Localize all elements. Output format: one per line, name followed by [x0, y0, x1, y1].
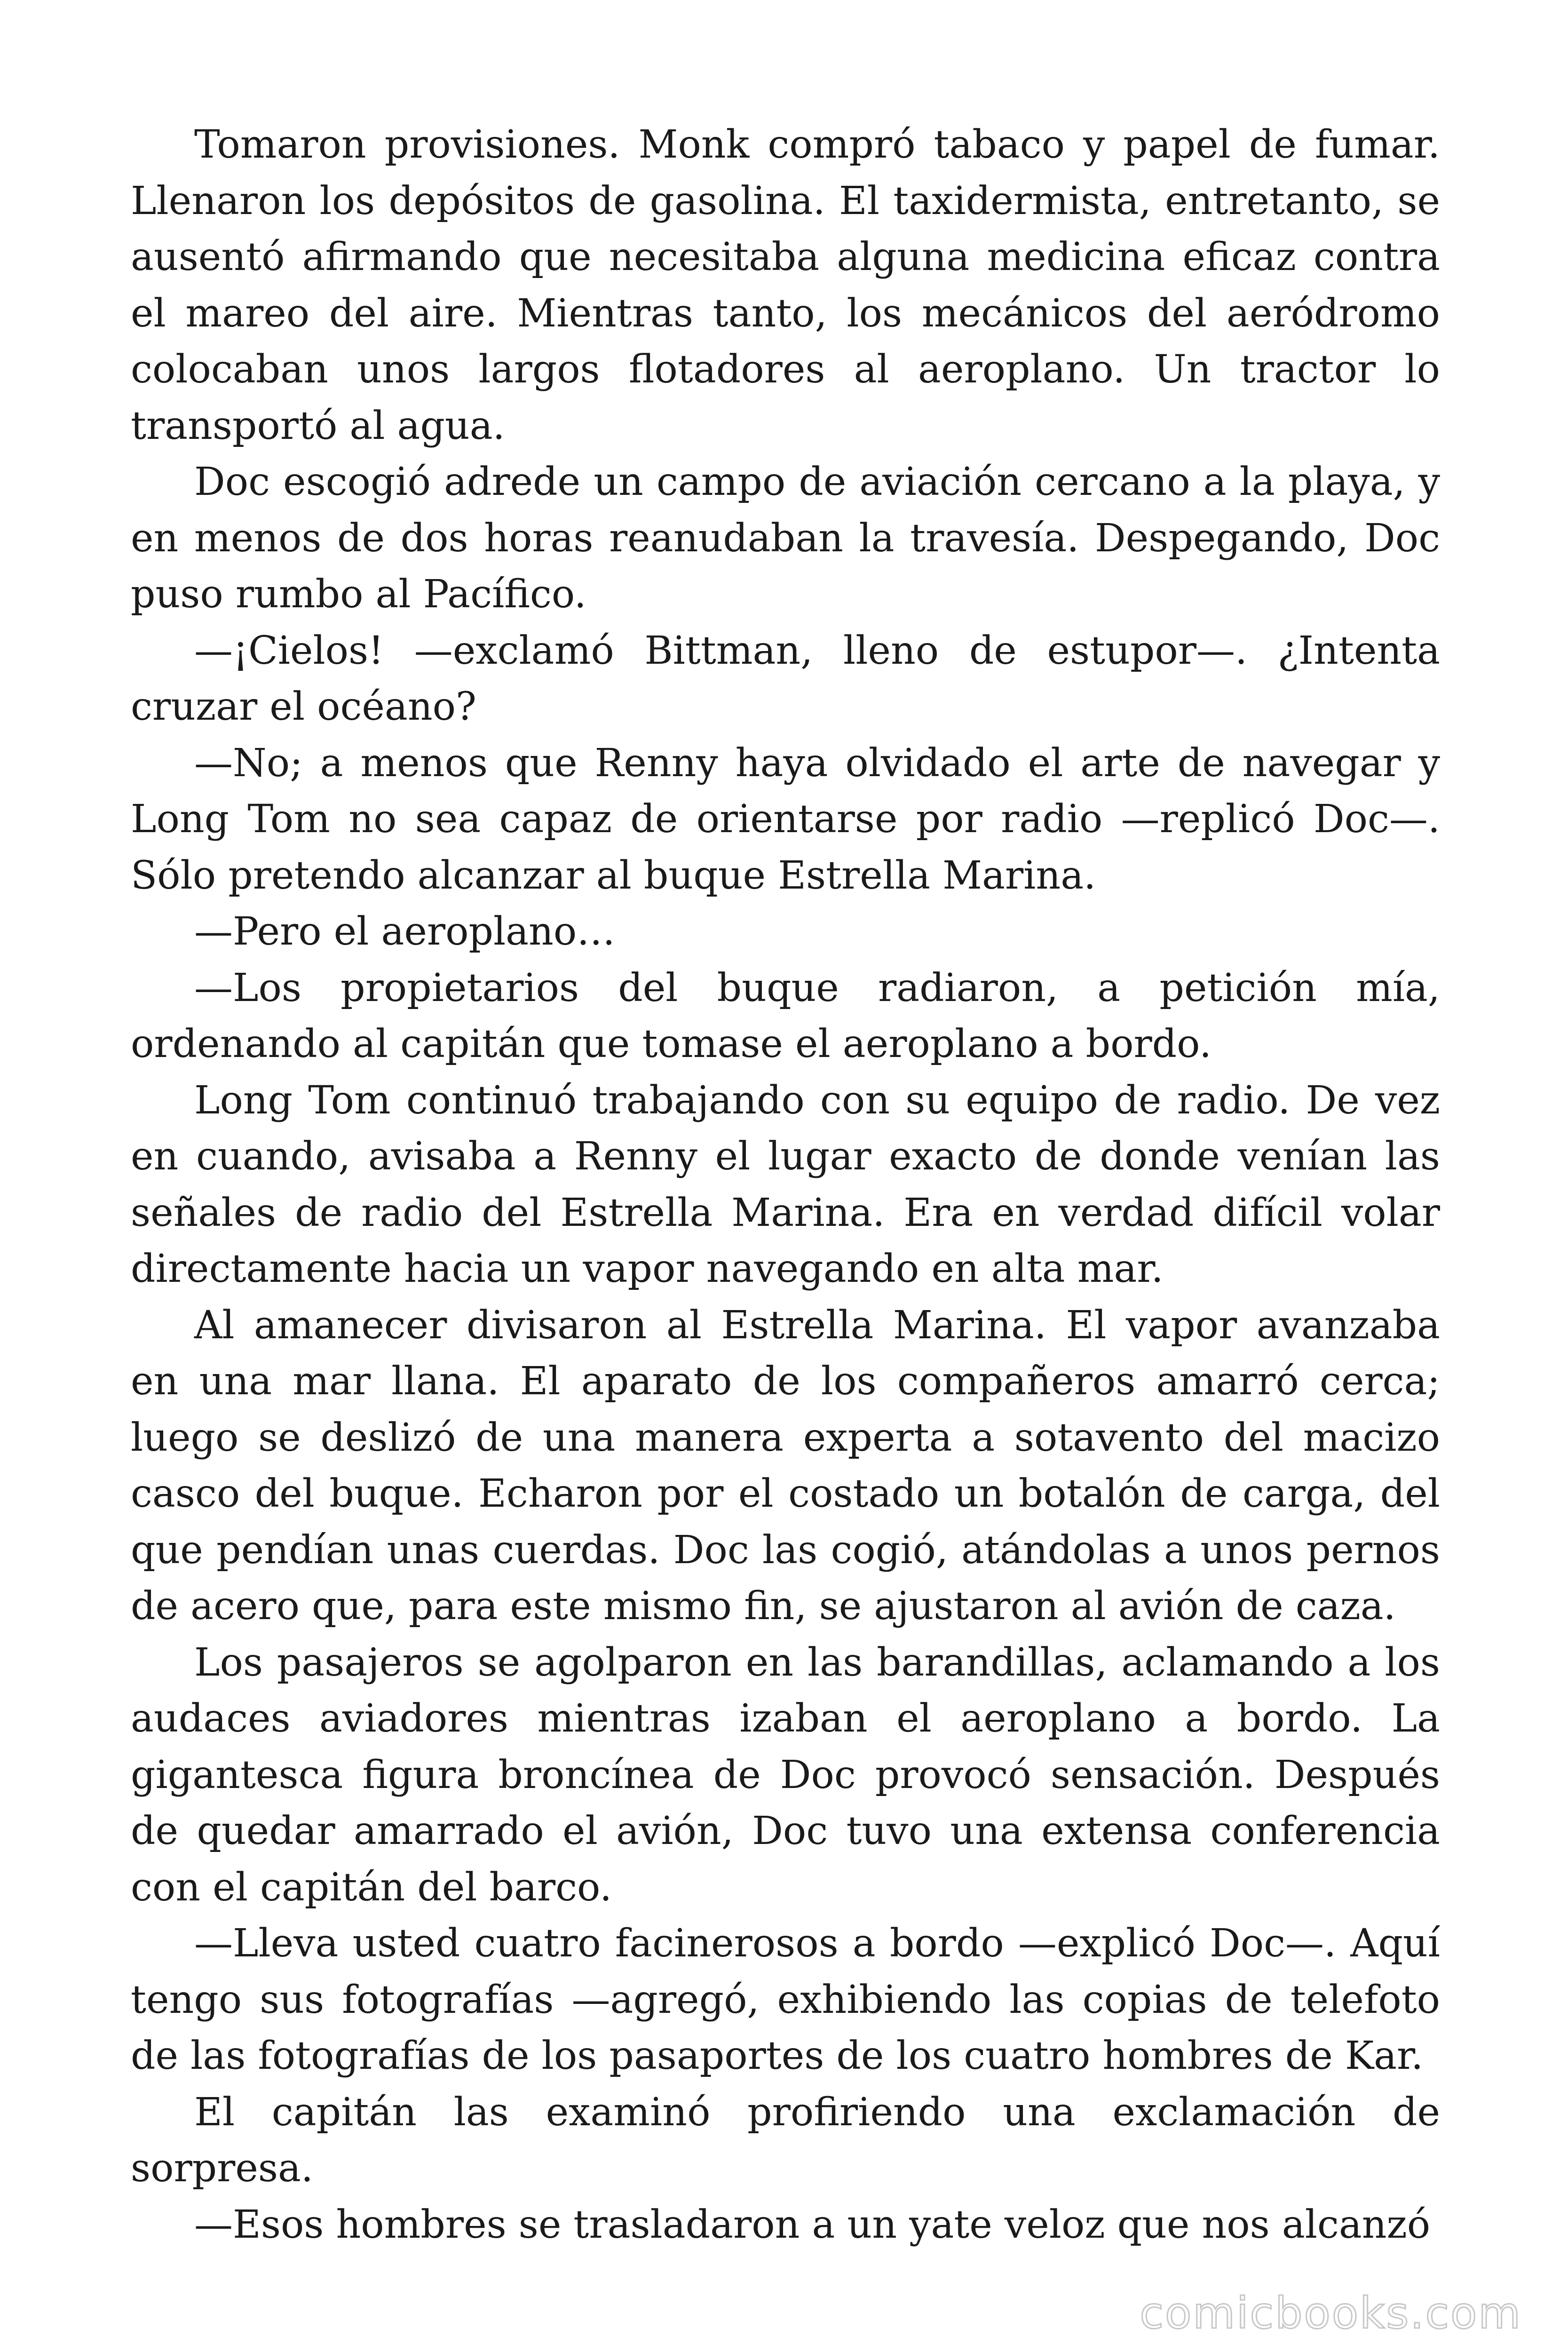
paragraph: —Pero el aeroplano… [194, 909, 616, 954]
paragraph: Long Tom continuó trabajando con su equipo de radio. De vez en cuando, avisaba a Renny el lugar exacto de donde venían las señales de radio del Estrella Marina. Era en verdad difícil volar directamente hacia un vapor navegando en alta mar. [131, 1078, 1440, 1291]
paragraph: —Lleva usted cuatro facinerosos a bordo —explicó Doc—. Aquí tengo sus fotografías —agregó, exhibiendo las copias de telefoto de las fotografías de los pasaportes de los cuatro hombres de Kar. [131, 1921, 1440, 2078]
paragraph: Al amanecer divisaron al Estrella Marina. El vapor avanzaba en una mar llana. El aparato de los compañeros amarró cerca; luego se deslizó de una manera experta a sotavento del macizo casco del buque. Echaron por el costado un botalón de carga, del que pendían unas cuerdas. Doc las cogió, atándolas a unos pernos de acero que, para este mismo fin, se ajustaron al avión de caza. [131, 1303, 1440, 1629]
paragraph: Los pasajeros se agolparon en las barandillas, aclamando a los audaces aviadores mientras izaban el aeroplano a bordo. La gigantesca figura broncínea de Doc provocó sensación. Después de quedar amarrado el avión, Doc tuvo una extensa conferencia con el capitán del barco. [131, 1640, 1440, 1910]
watermark-text: comicbooks.com [1140, 2288, 1522, 2338]
paragraph: Tomaron provisiones. Monk compró tabaco y papel de fumar. Llenaron los depósitos de gasolina. El taxidermista, entretanto, se ausentó afirmando que necesitaba alguna medicina eficaz contra el mareo del aire. Mientras tanto, los mecánicos del aeródromo colocaban unos largos flotadores al aeroplano. Un tractor lo transportó al agua. [131, 122, 1440, 448]
paragraph: El capitán las examinó profiriendo una exclamación de sorpresa. [131, 2090, 1440, 2191]
paragraph: —Esos hombres se trasladaron a un yate veloz que nos alcanzó [194, 2202, 1431, 2247]
paragraph: —No; a menos que Renny haya olvidado el arte de navegar y Long Tom no sea capaz de orientarse por radio —replicó Doc—. Sólo pretendo alcanzar al buque Estrella Marina. [131, 740, 1440, 898]
body-text [131, 117, 1440, 2253]
paragraph: —Los propietarios del buque radiaron, a petición mía, ordenando al capitán que tomase el aeroplano a bordo. [131, 965, 1440, 1066]
paragraph: —¡Cielos! —exclamó Bittman, lleno de estupor—. ¿Intenta cruzar el océano? [131, 628, 1440, 729]
paragraph: Doc escogió adrede un campo de aviación cercano a la playa, y en menos de dos horas reanudaban la travesía. Despegando, Doc puso rumbo al Pacífico. [131, 460, 1440, 617]
